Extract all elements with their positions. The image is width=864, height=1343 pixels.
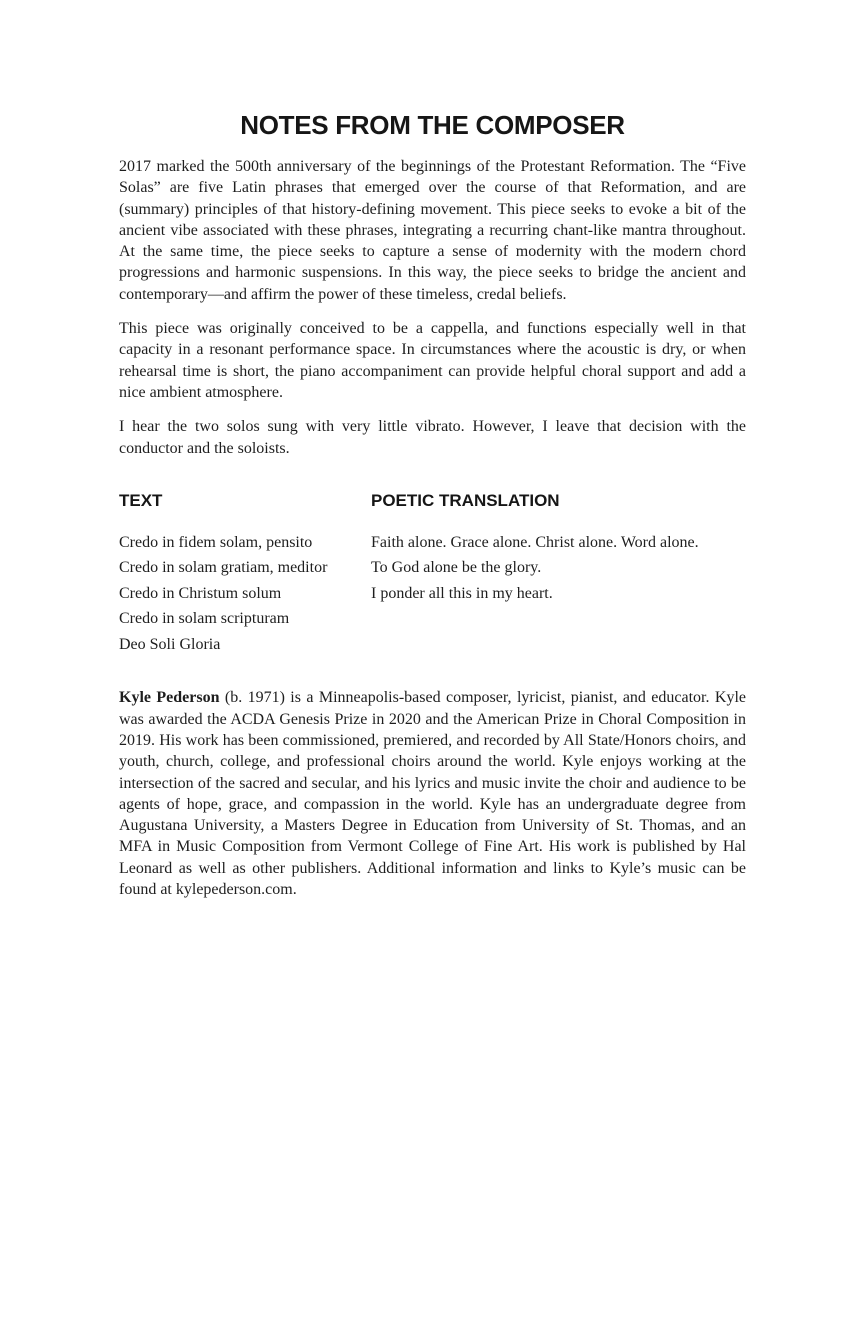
composer-notes-paragraph-2: This piece was originally conceived to be a cappella, and functions especially well in that capacity in a resonant performance space. In circumstances where the acoustic is dry, or when rehearsal time is short, the piano accompaniment can provide helpful choral support and add a nice ambient atmosphere. — [119, 320, 746, 401]
translation-line: Faith alone. Grace alone. Christ alone. Word alone. — [371, 533, 699, 551]
latin-text-line: Credo in solam scripturam — [119, 610, 290, 628]
poetic-translation-heading: POETIC TRANSLATION — [371, 490, 560, 510]
latin-text-line: Credo in solam gratiam, meditor — [119, 559, 328, 577]
composer-notes-paragraph-1: 2017 marked the 500th anniversary of the beginnings of the Protestant Reformation. The “Five Solas” are five Latin phrases that emerged over the course of that Reformation, and are (summary) principles of that history-defining movement. This piece seeks to evoke a bit of the ancient vibe associated with these phrases, integrating a recurring chant-like mantra throughout. At the same time, the piece seeks to capture a sense of modernity with the modern chord progressions and harmonic suspensions. In this way, the piece seeks to bridge the ancient and contemporary—and affirm the power of these timeless, credal beliefs. — [119, 158, 746, 303]
latin-text-line: Credo in Christum solum — [119, 584, 282, 602]
latin-text-column — [119, 492, 371, 658]
poetic-translation-column — [371, 492, 746, 658]
translation-line: I ponder all this in my heart. — [371, 584, 553, 602]
composer-bio-paragraph — [119, 687, 746, 900]
composer-name: Kyle Pederson — [119, 689, 220, 707]
page-title: NOTES FROM THE COMPOSER — [240, 110, 625, 140]
latin-text-line: Credo in fidem solam, pensito — [119, 533, 313, 551]
page-content — [119, 111, 746, 913]
translation-line: To God alone be the glory. — [371, 559, 542, 577]
text-heading: TEXT — [119, 490, 163, 510]
composer-bio-text: (b. 1971) is a Minneapolis-based composer, lyricist, pianist, and educator. Kyle was awarded the ACDA Genesis Prize in 2020 and the American Prize in Choral Composition in 2019. His work has been commissioned, premiered, and recorded by All State/Honors choirs, and youth, church, college, and professional choirs around the world. Kyle enjoys working at the intersection of the sacred and secular, and his lyrics and music invite the choir and audience to be agents of hope, grace, and compassion in the world. Kyle has an undergraduate degree from Augustana University, a Masters Degree in Education from University of St. Thomas, and an MFA in Music Composition from Vermont College of Fine Art. His work is published by Hal Leonard as well as other publishers. Additional information and links to Kyle’s music can be found at kylepederson.com. — [119, 689, 746, 899]
composer-notes-paragraph-3: I hear the two solos sung with very little vibrato. However, I leave that decision with the conductor and the soloists. — [119, 418, 746, 457]
latin-text-line: Deo Soli Gloria — [119, 635, 221, 653]
text-translation-section — [119, 492, 746, 658]
